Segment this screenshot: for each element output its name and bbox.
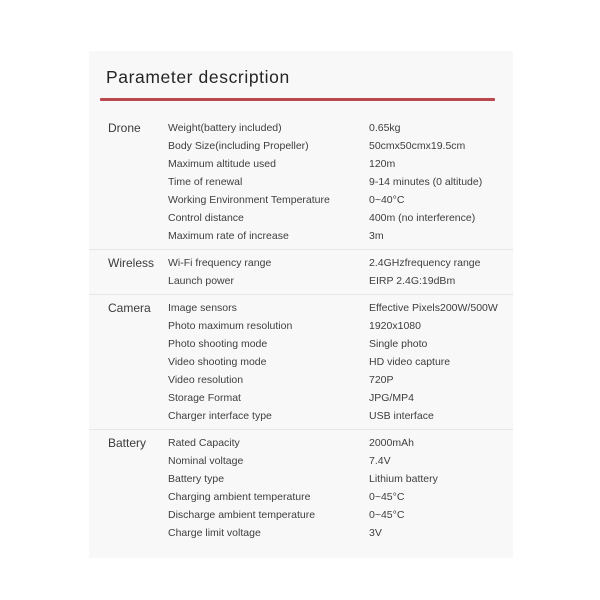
param-label: Video resolution [168,374,244,386]
spec-row [168,272,513,290]
param-label: Time of renewal [168,176,243,188]
spec-row [168,317,513,335]
param-label: Photo maximum resolution [168,320,293,332]
param-label: Video shooting mode [168,356,267,368]
param-value: 400m (no interference) [369,212,476,224]
param-label: Image sensors [168,302,237,314]
param-label: Storage Format [168,392,241,404]
section-label: Camera [108,301,151,315]
section-label: Battery [108,436,147,450]
spec-row [168,119,513,137]
param-label: Body Size(including Propeller) [168,140,309,152]
section-label: Drone [108,121,141,135]
spec-row [168,254,513,272]
param-label: Nominal voltage [168,455,244,467]
param-label: Control distance [168,212,244,224]
section-rows [168,299,513,425]
spec-row [168,452,513,470]
param-label: Wi-Fi frequency range [168,257,272,269]
param-value: 0~40°C [369,194,405,206]
param-label: Discharge ambient temperature [168,509,316,521]
param-value: 50cmx50cmx19.5cm [369,140,466,152]
param-value: 0~45°C [369,509,405,521]
spec-row [168,434,513,452]
section-camera [89,294,513,429]
param-label: Rated Capacity [168,437,240,449]
param-label: Battery type [168,473,225,485]
spec-row [168,353,513,371]
param-value: Lithium battery [369,473,438,485]
param-value: 7.4V [369,455,391,467]
spec-row [168,155,513,173]
param-value: Single photo [369,338,428,350]
param-label: Photo shooting mode [168,338,268,350]
param-value: 3m [369,230,384,242]
spec-table [89,101,513,550]
param-label: Charging ambient temperature [168,491,311,503]
spec-row [168,488,513,506]
param-label: Working Environment Temperature [168,194,330,206]
spec-row [168,191,513,209]
spec-row [168,407,513,425]
param-label: Charger interface type [168,410,272,422]
section-battery [89,429,513,550]
param-value: JPG/MP4 [369,392,414,404]
param-label: Weight(battery included) [168,122,282,134]
param-value: 120m [369,158,396,170]
section-rows [168,434,513,542]
page-title: Parameter description [106,67,290,87]
parameter-card [89,51,513,558]
param-label: Maximum rate of increase [168,230,289,242]
param-value: 0.65kg [369,122,401,134]
param-label: Launch power [168,275,234,287]
spec-row [168,524,513,542]
section-rows [168,119,513,245]
section-label: Wireless [108,256,155,270]
param-value: EIRP 2.4G:19dBm [369,275,456,287]
spec-row [168,371,513,389]
param-value: Effective Pixels200W/500W [369,302,498,314]
spec-row [168,209,513,227]
spec-row [168,506,513,524]
param-label: Charge limit voltage [168,527,261,539]
param-value: HD video capture [369,356,451,368]
param-value: 2.4GHzfrequency range [369,257,481,269]
param-value: 720P [369,374,394,386]
spec-row [168,299,513,317]
param-value: 3V [369,527,382,539]
section-rows [168,254,513,290]
spec-row [168,470,513,488]
param-value: 9-14 minutes (0 altitude) [369,176,483,188]
param-value: 0~45°C [369,491,405,503]
param-value: 1920x1080 [369,320,421,332]
param-label: Maximum altitude used [168,158,276,170]
spec-row [168,389,513,407]
param-value: 2000mAh [369,437,414,449]
spec-row [168,227,513,245]
section-wireless [89,249,513,294]
spec-row [168,335,513,353]
spec-row [168,137,513,155]
spec-row [168,173,513,191]
section-drone [89,101,513,249]
param-value: USB interface [369,410,434,422]
